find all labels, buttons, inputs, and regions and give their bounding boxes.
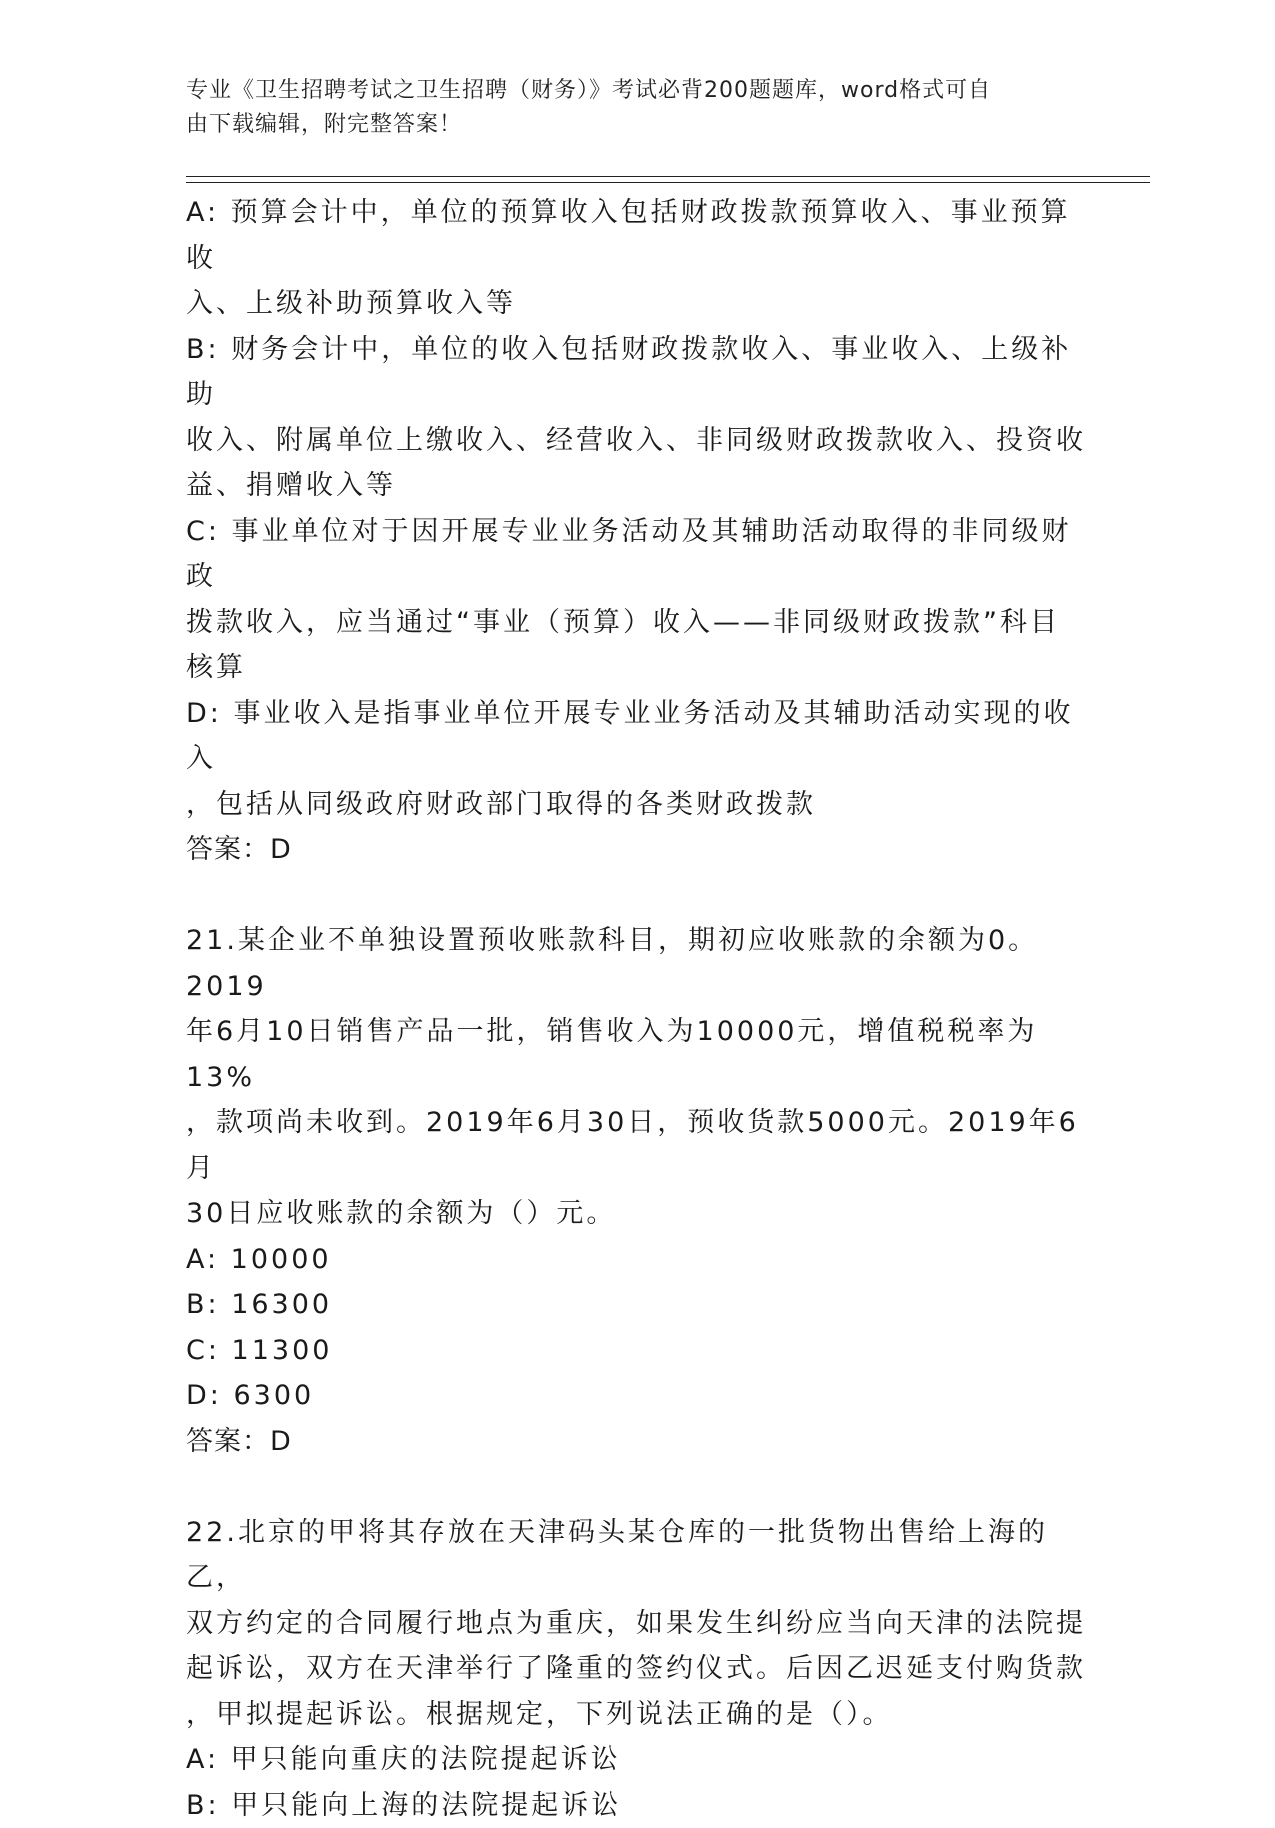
q22-stem-line-2: 双方约定的合同履行地点为重庆，如果发生纠纷应当向天津的法院提	[186, 1601, 1086, 1647]
q20-option-d-line-2: ，包括从同级政府财政部门取得的各类财政拨款	[186, 782, 1086, 828]
q21-stem-line-2: 年6月10日销售产品一批，销售收入为10000元，增值税税率为13%	[186, 1009, 1086, 1100]
q21-stem-line-4: 30日应收账款的余额为（）元。	[186, 1191, 1086, 1237]
header-divider-bottom	[186, 182, 1150, 183]
q22-stem-line-4: ，甲拟提起诉讼。根据规定，下列说法正确的是（）。	[186, 1692, 1086, 1738]
header-divider-top	[186, 176, 1150, 177]
q22-stem-line-1: 22.北京的甲将其存放在天津码头某仓库的一批货物出售给上海的乙，	[186, 1510, 1086, 1601]
spacer	[186, 1464, 1086, 1510]
q20-option-c-line-3: 核算	[186, 645, 1086, 691]
spacer	[186, 873, 1086, 919]
q20-answer: 答案：D	[186, 827, 1086, 873]
q21-stem-line-1: 21.某企业不单独设置预收账款科目，期初应收账款的余额为0。2019	[186, 918, 1086, 1009]
q21-option-b: B: 16300	[186, 1282, 1086, 1328]
q21-option-d: D: 6300	[186, 1373, 1086, 1419]
q21-option-c: C: 11300	[186, 1328, 1086, 1374]
q22-option-b: B: 甲只能向上海的法院提起诉讼	[186, 1783, 1086, 1828]
question-content	[186, 190, 1086, 1828]
header-line-1: 专业《卫生招聘考试之卫生招聘（财务）》考试必背200题题库，word格式可自	[186, 74, 1066, 108]
q22-stem-line-3: 起诉讼，双方在天津举行了隆重的签约仪式。后因乙迟延支付购货款	[186, 1646, 1086, 1692]
q21-answer: 答案：D	[186, 1419, 1086, 1465]
q21-option-a: A: 10000	[186, 1237, 1086, 1283]
question-22	[186, 1510, 1086, 1828]
q22-option-a: A: 甲只能向重庆的法院提起诉讼	[186, 1737, 1086, 1783]
question-21	[186, 918, 1086, 1464]
q20-option-a-line-2: 入、上级补助预算收入等	[186, 281, 1086, 327]
header-line-2: 由下载编辑，附完整答案！	[186, 108, 1066, 142]
q20-option-b-line-3: 益、捐赠收入等	[186, 463, 1086, 509]
q21-stem-line-3: ，款项尚未收到。2019年6月30日，预收货款5000元。2019年6月	[186, 1100, 1086, 1191]
q20-option-c-line-2: 拨款收入，应当通过“事业（预算）收入——非同级财政拨款”科目	[186, 600, 1086, 646]
q20-option-c-line-1: C: 事业单位对于因开展专业业务活动及其辅助活动取得的非同级财政	[186, 509, 1086, 600]
q20-option-d-line-1: D: 事业收入是指事业单位开展专业业务活动及其辅助活动实现的收入	[186, 691, 1086, 782]
q20-option-a-line-1: A: 预算会计中，单位的预算收入包括财政拨款预算收入、事业预算收	[186, 190, 1086, 281]
q20-option-b-line-2: 收入、附属单位上缴收入、经营收入、非同级财政拨款收入、投资收	[186, 418, 1086, 464]
question-20-options	[186, 190, 1086, 873]
q20-option-b-line-1: B: 财务会计中，单位的收入包括财政拨款收入、事业收入、上级补助	[186, 327, 1086, 418]
document-header	[186, 74, 1066, 142]
